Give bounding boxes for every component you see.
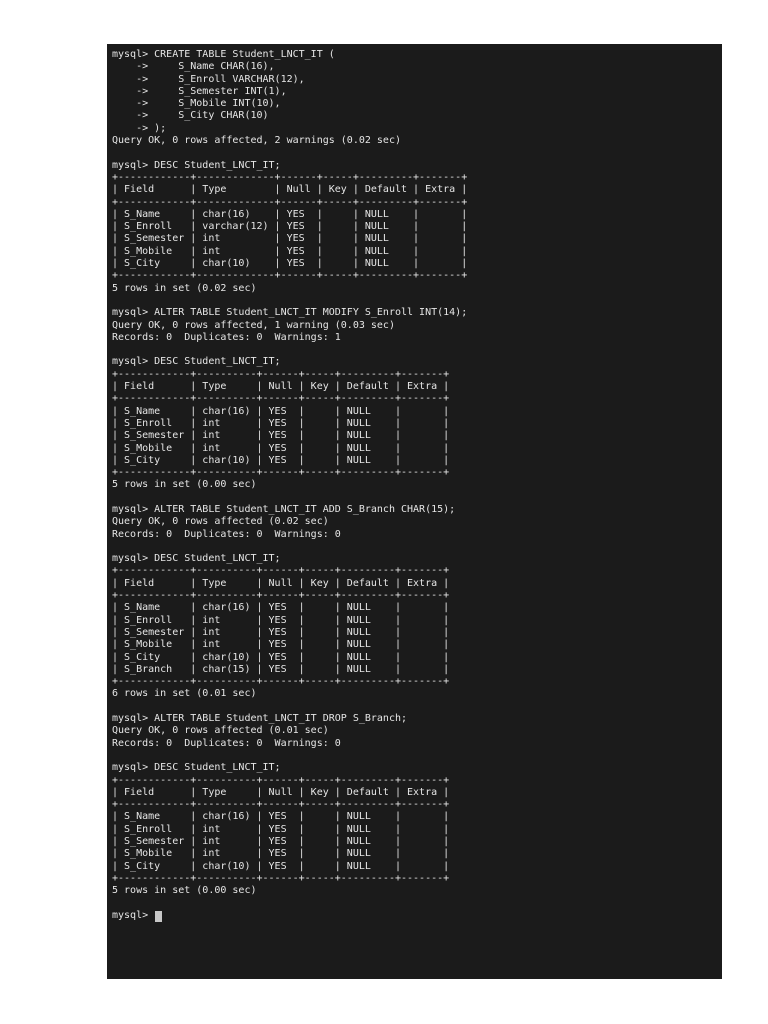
- terminal-line: | S_Mobile | int | YES | | NULL | |: [112, 848, 450, 860]
- terminal-line: -> S_Enroll VARCHAR(12),: [112, 73, 305, 85]
- terminal-line: | S_Name | char(16) | YES | | NULL | |: [112, 602, 450, 614]
- terminal-line: mysql> CREATE TABLE Student_LNCT_IT (: [112, 49, 335, 60]
- text-cursor: [155, 911, 162, 922]
- terminal-line: | S_Name | char(16) | YES | | NULL | |: [112, 405, 450, 417]
- terminal-line: mysql>: [112, 909, 155, 921]
- terminal-line: +------------+-------------+------+-----+---------+-------+: [112, 270, 468, 282]
- terminal-line: mysql> ALTER TABLE Student_LNCT_IT DROP S_Branch;: [112, 713, 408, 725]
- terminal-line: 6 rows in set (0.01 sec): [112, 688, 257, 700]
- terminal-line: +------------+----------+------+-----+---------+-------+: [112, 676, 450, 688]
- terminal-line: | Field | Type | Null | Key | Default | Extra |: [112, 184, 468, 196]
- terminal-line: | S_Semester | int | YES | | NULL | |: [112, 836, 450, 847]
- terminal-line: +------------+----------+------+-----+---------+-------+: [112, 393, 450, 405]
- terminal-line: | S_Mobile | int | YES | | NULL | |: [112, 639, 450, 651]
- terminal-line: -> );: [112, 122, 167, 134]
- terminal-line: +------------+----------+------+-----+---------+-------+: [112, 565, 450, 577]
- terminal-line: [112, 750, 467, 762]
- terminal-line: +------------+----------+------+-----+---------+-------+: [112, 467, 450, 479]
- terminal-line: 5 rows in set (0.00 sec): [112, 479, 257, 491]
- terminal-line: Records: 0 Duplicates: 0 Warnings: 0: [112, 528, 341, 540]
- terminal-line: Query OK, 0 rows affected (0.02 sec): [112, 516, 329, 528]
- terminal-line: | S_Enroll | int | YES | | NULL | |: [112, 417, 450, 429]
- terminal-line: | S_City | char(10) | YES | | NULL | |: [112, 860, 450, 872]
- terminal-line: -> S_Name CHAR(16),: [112, 61, 275, 73]
- terminal-line: mysql> DESC Student_LNCT_IT;: [112, 553, 281, 565]
- terminal-line: | S_Semester | int | YES | | NULL | |: [112, 626, 450, 638]
- terminal-line: +------------+----------+------+-----+---------+-------+: [112, 872, 450, 884]
- terminal-line: [112, 897, 467, 909]
- terminal-line: -> S_Semester INT(1),: [112, 85, 287, 97]
- terminal-line: | Field | Type | Null | Key | Default | Extra |: [112, 786, 450, 798]
- terminal-line: -> S_City CHAR(10): [112, 110, 269, 122]
- terminal-line: 5 rows in set (0.00 sec): [112, 885, 257, 897]
- terminal-line: Records: 0 Duplicates: 0 Warnings: 0: [112, 737, 341, 749]
- terminal-line: mysql> DESC Student_LNCT_IT;: [112, 159, 281, 171]
- terminal-line: Query OK, 0 rows affected, 2 warnings (0.02 sec): [112, 135, 401, 147]
- terminal-line: [112, 344, 467, 356]
- terminal-line: | Field | Type | Null | Key | Default | Extra |: [112, 577, 450, 589]
- terminal-line: | S_Enroll | varchar(12) | YES | | NULL | |: [112, 221, 468, 233]
- terminal-line: [112, 701, 467, 713]
- terminal-line: [112, 492, 467, 504]
- terminal-line: +------------+----------+------+-----+---------+-------+: [112, 799, 450, 811]
- terminal-line: | S_Mobile | int | YES | | NULL | |: [112, 442, 450, 454]
- terminal-line: Records: 0 Duplicates: 0 Warnings: 1: [112, 331, 341, 343]
- terminal-line: +------------+----------+------+-----+---------+-------+: [112, 590, 450, 602]
- terminal-line: [112, 295, 467, 307]
- terminal-line: | S_Name | char(16) | YES | | NULL | |: [112, 208, 468, 220]
- terminal-line: | S_Enroll | int | YES | | NULL | |: [112, 823, 450, 835]
- terminal-line: mysql> DESC Student_LNCT_IT;: [112, 762, 281, 774]
- terminal-line: 5 rows in set (0.02 sec): [112, 282, 257, 294]
- terminal-line: | Field | Type | Null | Key | Default | Extra |: [112, 381, 450, 393]
- terminal-line: | S_Branch | char(15) | YES | | NULL | |: [112, 663, 450, 675]
- terminal-line: mysql> ALTER TABLE Student_LNCT_IT ADD S_Branch CHAR(15);: [112, 503, 456, 515]
- terminal-line: [112, 541, 467, 553]
- terminal-line: | S_Enroll | int | YES | | NULL | |: [112, 614, 450, 626]
- terminal-line: | S_Name | char(16) | YES | | NULL | |: [112, 811, 450, 823]
- terminal-line: -> S_Mobile INT(10),: [112, 98, 281, 110]
- terminal-line: Query OK, 0 rows affected (0.01 sec): [112, 725, 329, 737]
- terminal-line: +------------+-------------+------+-----+---------+-------+: [112, 171, 468, 183]
- terminal-output: [112, 49, 467, 922]
- terminal-line: mysql> ALTER TABLE Student_LNCT_IT MODIFY S_Enroll INT(14);: [112, 307, 468, 319]
- terminal-line: | S_City | char(10) | YES | | NULL | |: [112, 454, 450, 466]
- terminal-window[interactable]: [107, 44, 722, 979]
- terminal-line: mysql> DESC Student_LNCT_IT;: [112, 356, 281, 368]
- terminal-line: | S_Semester | int | YES | | NULL | |: [112, 430, 450, 442]
- terminal-line: +------------+-------------+------+-----+---------+-------+: [112, 196, 468, 208]
- terminal-line: [112, 147, 467, 159]
- terminal-line: | S_Semester | int | YES | | NULL | |: [112, 233, 468, 245]
- terminal-line: Query OK, 0 rows affected, 1 warning (0.03 sec): [112, 319, 395, 331]
- terminal-line: | S_City | char(10) | YES | | NULL | |: [112, 258, 468, 270]
- terminal-line: | S_City | char(10) | YES | | NULL | |: [112, 651, 450, 663]
- terminal-line: +------------+----------+------+-----+---------+-------+: [112, 774, 450, 786]
- terminal-line: +------------+----------+------+-----+---------+-------+: [112, 368, 450, 380]
- terminal-line: | S_Mobile | int | YES | | NULL | |: [112, 245, 468, 257]
